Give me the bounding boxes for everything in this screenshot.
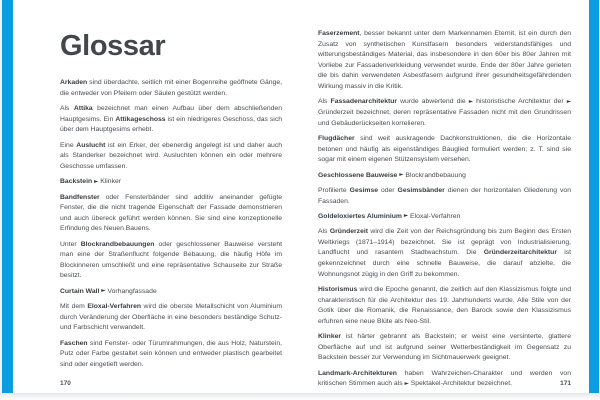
- glossary-entry: [318, 134, 571, 166]
- cross-reference-arrow-icon: ►: [403, 213, 409, 220]
- entry-text: oder: [378, 186, 398, 194]
- glossary-entry: [60, 287, 282, 298]
- glossary-term: Eloxal-Verfahren: [87, 303, 142, 311]
- glossary-term: Klinker: [318, 333, 342, 341]
- glossary-entry: [318, 332, 571, 364]
- glossary-entry: [60, 339, 282, 371]
- entry-text: Mit dem: [60, 303, 88, 311]
- entry-text: Profilierte: [318, 186, 350, 194]
- entry-text: , besser bekannt unter dem Markennamen Eternit, ist ein durch den Zusatz von synthetischen Kunstfasern besonders widerstandsfähiges und witterungsbeständiges Material, das insbesondere in den 60er bis 80er Jahren mit Vorliebe zur Fassadenverkleidung verwendet wurde. Ende der 80er Jahre gerieten die bis dahin verwendeten Asbestfasern aufgrund ihrer gesundheitsgefährdenden Wirkung massiv in die Kritik.: [318, 30, 571, 90]
- glossary-term: Landmark-Architekturen: [318, 369, 397, 377]
- glossary-entry: [318, 227, 571, 280]
- glossary-entry: [60, 78, 282, 99]
- glossary-entry: [318, 97, 571, 129]
- glossary-term: Attikageschoss: [115, 115, 166, 123]
- glossary-term: Historismus: [318, 286, 358, 294]
- glossary-term: Attika: [73, 104, 93, 112]
- entry-text: ist gekennzeichnet durch eine schnelle Bauweise, die darauf abzielte, die Wohnungsnot zügig in den Griff zu bekommen.: [318, 249, 572, 278]
- book-cover-edge-left: [2, 0, 13, 393]
- cross-reference-arrow-icon: ►: [101, 288, 106, 295]
- left-page-glossary-entries: [60, 78, 282, 371]
- glossary-term: Flugdächer: [318, 134, 355, 142]
- entry-text: oder Fensterbänder sind additiv aneinander gefügte Fenster, die die nicht tragende Eigenschaft der Fassade demonstrieren und auch übereck geführt werden können. Sie sind eine konzeptionelle Erfindung des Neuen Bauens.: [60, 193, 282, 233]
- book-cover-edge-right: [589, 0, 599, 393]
- entry-text: Blockrandbebauung: [403, 171, 466, 179]
- glossary-term: Backstein: [60, 178, 93, 186]
- entry-text: Eine: [60, 141, 77, 149]
- cross-reference-arrow-icon: ►: [404, 380, 409, 387]
- glossary-entry: [60, 104, 282, 136]
- entry-text: oder geschlossener Bauweise versteht man eine der Straßenflucht folgende Bebauung, die häufig Höfe im Blockinneren umschließt und eine repräsentative Schauseite zur Straße besitzt.: [60, 240, 282, 280]
- entry-text: haben Wahrzeichen-Charakter und werden von kritischen Stimmen auch als: [318, 369, 571, 388]
- entry-text: ist ein Erker, der ebenerdig angelegt ist und daher auch als Standerker bezeichnet wird. Ausluchten können ein oder mehrere Geschosse umfassen.: [60, 141, 283, 170]
- entry-text: sind überdachte, seitlich mit einer Bogenreihe geöffnete Gänge, die entweder von Pfeilern oder Säulen gestützt werden.: [60, 79, 282, 97]
- entry-text: Unter: [60, 240, 81, 248]
- entry-text: historistische Architektur der: [473, 98, 567, 106]
- glossary-term: Gründerzeit: [329, 228, 369, 236]
- glossary-term: Geschlossene Bauweise: [318, 171, 398, 179]
- glossary-term: Bandfenster: [60, 193, 100, 201]
- entry-text: wurde abwertend die: [397, 98, 469, 106]
- glossary-term: Gesimsbänder: [397, 186, 445, 194]
- glossary-term: Arkaden: [60, 79, 88, 86]
- entry-text: dienen der horizontalen Gliederung von Fassaden.: [318, 186, 571, 205]
- entry-text: Vorhangfassade: [105, 287, 157, 295]
- cross-reference-arrow-icon: ►: [566, 98, 571, 105]
- right-page-glossary-entries: [318, 29, 571, 390]
- entry-text: wird die Zeit von der Reichsgründung bis zum Beginn des Ersten Weltkriegs (1871–1914) bezeichnet. Sie ist geprägt von Industrialisierung, Landflucht und rasantem Stadtwachstum. Die: [318, 228, 571, 257]
- page-block-bottom-edge: [0, 393, 600, 400]
- entry-text: Gründerzeit bezeichnet, deren repräsentative Fassaden nicht mit den Grundrissen und Gebäuderückseiten korrelieren.: [318, 108, 571, 127]
- glossary-entry: [318, 212, 571, 223]
- page-number-right: 171: [560, 380, 571, 387]
- entry-text: sind Fenster- oder Türumrahmungen, die aus Holz, Naturstein, Putz oder Farbe gestaltet sein können und entweder plastisch gearbeitet sind oder eingetieft werden.: [60, 339, 282, 369]
- glossary-term: Faserzement: [318, 30, 360, 37]
- page-number-left: 170: [60, 380, 71, 387]
- cross-reference-arrow-icon: ►: [399, 172, 404, 179]
- glossary-term: Gesimse: [349, 186, 379, 194]
- entry-text: bezeichnet man einen Aufbau über dem abschließenden Hauptgesims. Ein: [60, 104, 282, 123]
- glossary-entry: [60, 240, 282, 282]
- entry-text: ist ein niedrigeres Geschoss, das sich über dem Hauptgesims erhebt.: [60, 115, 282, 134]
- entry-text: Eloxal-Verfahren: [408, 212, 461, 220]
- glossary-entry: [318, 171, 571, 182]
- glossary-entry: [60, 141, 282, 173]
- glossary-entry: [318, 285, 571, 327]
- cross-reference-arrow-icon: ►: [468, 98, 474, 105]
- entry-text: Klinker: [98, 178, 121, 186]
- entry-text: Als: [318, 228, 330, 236]
- glossary-term: Fassadenarchitektur: [330, 98, 398, 106]
- glossary-entry: [318, 29, 571, 93]
- glossary-entry: [60, 302, 282, 334]
- entry-text: Als: [318, 98, 331, 106]
- glossary-term: Faschen: [60, 339, 88, 347]
- cross-reference-arrow-icon: ►: [94, 178, 99, 185]
- right-page: [318, 0, 571, 390]
- glossary-entry: [318, 186, 571, 207]
- entry-text: wird die Epoche genannt, die zeitlich auf den Klassizismus folgte und charakteristisch für die Architektur des 19. Jahrhunderts wurde. Alle Stile von der Gotik über die Romanik, die Renaissance, den Barock sowie den Klassizismus erfuhren eine neue Blüte als Neo-Stil.: [318, 286, 571, 325]
- entry-text: Spektakel-Architektur bezeichnet.: [408, 380, 512, 388]
- entry-text: sind weit auskragende Dachkonstruktionen, die die Horizontale betonen und häufig als eigenständiges Bauglied formuliert werden; z. T. sind sie sogar mit einem eigenen Stützensystem versehen.: [318, 134, 571, 164]
- glossary-term: Goldeloxiertes Aluminium: [318, 212, 402, 220]
- glossary-entry: [60, 193, 282, 235]
- entry-text: Als: [60, 104, 74, 112]
- entry-text: ist härter gebrannt als Backstein; er weist eine versinterte, glattere Oberfläche auf und ist aufgrund seiner Wetterbeständigkeit im Gegensatz zu Backstein besser zur Verwendung im Sichtmauerwerk geeignet.: [318, 333, 571, 362]
- glossary-term: Auslucht: [76, 141, 106, 149]
- glossary-term: Gründerzeitarchitektur: [483, 249, 557, 257]
- left-page: [60, 0, 282, 371]
- page-title: Glossar: [60, 30, 166, 62]
- entry-text: wird die oberste Metallschicht von Aluminium durch Veränderung der Oberfläche in eine besonders beständige Schutz- und Farbschicht verwandelt.: [60, 303, 283, 332]
- glossary-term: Blockrandbebauungen: [80, 240, 155, 248]
- glossary-term: Curtain Wall: [60, 287, 100, 295]
- glossary-entry: [60, 177, 282, 188]
